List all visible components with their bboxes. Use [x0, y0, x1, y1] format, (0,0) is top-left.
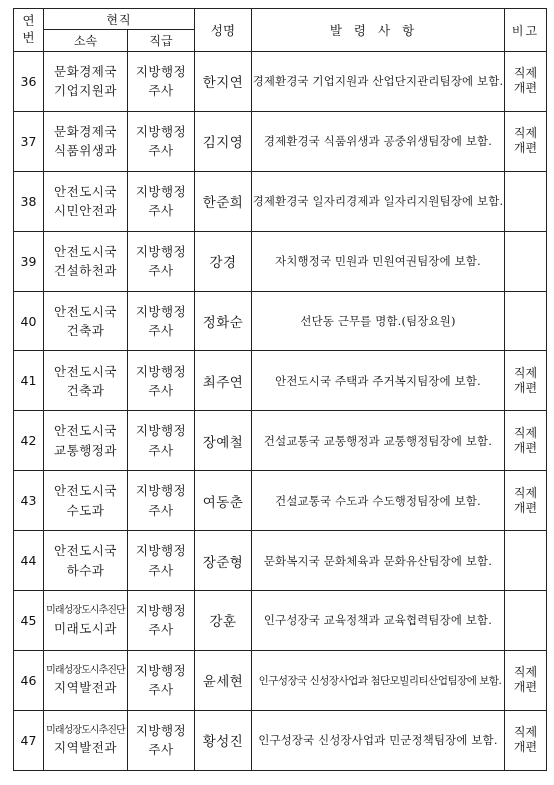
serial-number: 47	[14, 710, 44, 770]
affiliation	[44, 531, 128, 591]
appointment-detail: 안전도시국 주택과 주거복지팀장에 보함.	[252, 351, 505, 411]
remark	[505, 710, 547, 770]
affiliation-division: 지역발전과	[54, 680, 117, 696]
rank	[128, 471, 195, 531]
serial-number: 45	[14, 591, 44, 651]
remark	[505, 351, 547, 411]
affiliation-bureau: 안전도시국	[54, 303, 117, 319]
rank-line1: 지방행정	[135, 423, 187, 439]
table-row	[14, 411, 547, 471]
rank	[128, 111, 195, 171]
header-name: 성명	[195, 9, 252, 52]
person-name: 여동춘	[195, 471, 252, 531]
affiliation-division: 건축과	[66, 323, 105, 338]
appointment-detail: 인구성장국 신성장사업과 민군정책팀장에 보함.	[252, 710, 505, 770]
affiliation-bureau: 안전도시국	[54, 543, 117, 559]
header-serial-number-line2: 번	[22, 30, 35, 45]
remark-line1: 직제	[513, 365, 538, 380]
affiliation-bureau: 미래성장도시추진단	[46, 664, 125, 676]
rank-line2: 주사	[148, 203, 174, 219]
rank-line1: 지방행정	[135, 363, 187, 379]
affiliation-bureau: 미래성장도시추진단	[46, 724, 125, 736]
table-body	[14, 52, 547, 771]
remark-line2: 개편	[513, 680, 538, 695]
serial-number: 41	[14, 351, 44, 411]
rank-line1: 지방행정	[135, 543, 187, 559]
affiliation-division: 건설하천과	[54, 263, 117, 279]
personnel-appointment-table	[13, 8, 547, 771]
serial-number: 39	[14, 231, 44, 291]
serial-number: 43	[14, 471, 44, 531]
rank	[128, 351, 195, 411]
rank-line1: 지방행정	[135, 243, 187, 259]
remark	[505, 650, 547, 710]
affiliation	[44, 291, 128, 351]
affiliation	[44, 650, 128, 710]
person-name: 강경	[195, 231, 252, 291]
affiliation-bureau: 안전도시국	[54, 483, 117, 499]
affiliation-bureau: 안전도시국	[54, 423, 117, 439]
header-affiliation: 소속	[44, 30, 128, 52]
remark-line1: 직제	[513, 725, 538, 740]
person-name: 최주연	[195, 351, 252, 411]
appointment-detail: 선단동 근무를 명함.(팀장요원)	[252, 291, 505, 351]
rank-line2: 주사	[148, 742, 174, 758]
affiliation	[44, 710, 128, 770]
remark-line1: 직제	[513, 485, 538, 500]
affiliation	[44, 471, 128, 531]
remark-line1: 직제	[513, 66, 538, 81]
appointment-detail: 경제환경국 일자리경제과 일자리지원팀장에 보함.	[252, 171, 505, 231]
affiliation-division: 교통행정과	[54, 442, 117, 458]
person-name: 한준희	[195, 171, 252, 231]
person-name: 황성진	[195, 710, 252, 770]
header-appointment: 발령사항	[252, 9, 505, 52]
affiliation-division: 건축과	[66, 382, 105, 398]
serial-number: 46	[14, 650, 44, 710]
table-row	[14, 291, 547, 351]
affiliation	[44, 52, 128, 112]
remark-line1: 직제	[513, 126, 538, 141]
affiliation	[44, 171, 128, 231]
appointment-detail: 경제환경국 기업지원과 산업단지관리팀장에 보함.	[252, 52, 505, 112]
table-row	[14, 710, 547, 770]
table-row	[14, 471, 547, 531]
table-row	[14, 171, 547, 231]
remark	[505, 231, 547, 291]
remark	[505, 411, 547, 471]
remark	[505, 111, 547, 171]
table-row	[14, 52, 547, 112]
person-name: 한지연	[195, 52, 252, 112]
appointment-detail: 건설교통국 교통행정과 교통행정팀장에 보함.	[252, 411, 505, 471]
table-row	[14, 591, 547, 651]
rank	[128, 710, 195, 770]
rank	[128, 411, 195, 471]
header-remark: 비고	[505, 9, 547, 52]
serial-number: 44	[14, 531, 44, 591]
person-name: 김지영	[195, 111, 252, 171]
affiliation-division: 식품위생과	[54, 143, 117, 159]
remark-line2: 개편	[513, 81, 538, 96]
serial-number: 36	[14, 52, 44, 112]
remark-line2: 개편	[513, 141, 538, 156]
affiliation	[44, 351, 128, 411]
rank-line1: 지방행정	[135, 123, 187, 139]
affiliation-division: 미래도시과	[54, 620, 117, 636]
person-name: 정화순	[195, 291, 252, 351]
rank-line1: 지방행정	[135, 722, 187, 738]
affiliation-bureau: 안전도시국	[54, 243, 117, 259]
remark-line2: 개편	[513, 500, 538, 515]
rank-line2: 주사	[148, 562, 174, 578]
rank-line2: 주사	[148, 502, 174, 518]
rank-line2: 주사	[148, 682, 174, 698]
rank-line2: 주사	[148, 442, 174, 458]
remark-line2: 개편	[513, 440, 538, 455]
header-serial-number	[14, 9, 44, 52]
remark	[505, 52, 547, 112]
person-name: 장예철	[195, 411, 252, 471]
rank-line1: 지방행정	[135, 662, 187, 678]
affiliation-bureau: 안전도시국	[54, 363, 117, 379]
remark	[505, 531, 547, 591]
affiliation	[44, 231, 128, 291]
rank-line1: 지방행정	[135, 303, 187, 319]
affiliation	[44, 111, 128, 171]
rank-line1: 지방행정	[135, 183, 187, 199]
remark-line2: 개편	[513, 380, 538, 395]
affiliation-bureau: 안전도시국	[54, 183, 117, 199]
rank-line1: 지방행정	[135, 483, 187, 499]
rank-line2: 주사	[148, 382, 174, 398]
appointment-detail: 건설교통국 수도과 수도행정팀장에 보함.	[252, 471, 505, 531]
table-row	[14, 111, 547, 171]
rank-line1: 지방행정	[135, 64, 187, 80]
rank-line2: 주사	[148, 622, 174, 638]
header-row-top	[14, 9, 547, 30]
header-rank: 직급	[128, 30, 195, 52]
appointment-detail: 경제환경국 식품위생과 공중위생팀장에 보함.	[252, 111, 505, 171]
affiliation	[44, 411, 128, 471]
rank	[128, 531, 195, 591]
rank-line1: 지방행정	[135, 603, 187, 619]
table-row	[14, 531, 547, 591]
rank-line2: 주사	[148, 83, 174, 99]
remark-line1: 직제	[513, 665, 538, 680]
affiliation-division: 수도과	[66, 502, 105, 518]
affiliation-division: 시민안전과	[54, 203, 117, 219]
header-current-position: 현직	[44, 9, 195, 30]
remark	[505, 591, 547, 651]
rank-line2: 주사	[148, 323, 174, 338]
table-row	[14, 650, 547, 710]
affiliation-bureau: 문화경제국	[54, 64, 117, 80]
rank	[128, 231, 195, 291]
remark	[505, 471, 547, 531]
appointment-detail: 인구성장국 신성장사업과 첨단모빌리티산업팀장에 보함.	[252, 650, 505, 710]
affiliation-division: 하수과	[66, 562, 105, 578]
person-name: 장준형	[195, 531, 252, 591]
affiliation-bureau: 미래성장도시추진단	[46, 605, 125, 617]
serial-number: 42	[14, 411, 44, 471]
affiliation-division: 기업지원과	[54, 83, 117, 99]
affiliation	[44, 591, 128, 651]
person-name: 강훈	[195, 591, 252, 651]
rank	[128, 171, 195, 231]
remark-line2: 개편	[513, 740, 538, 755]
appointment-detail: 자치행정국 민원과 민원여권팀장에 보함.	[252, 231, 505, 291]
person-name: 윤세현	[195, 650, 252, 710]
affiliation-bureau: 문화경제국	[54, 123, 117, 139]
rank	[128, 650, 195, 710]
serial-number: 38	[14, 171, 44, 231]
remark	[505, 291, 547, 351]
remark	[505, 171, 547, 231]
header-serial-number-line1: 연	[22, 13, 35, 29]
serial-number: 37	[14, 111, 44, 171]
appointment-detail: 문화복지국 문화체육과 문화유산팀장에 보함.	[252, 531, 505, 591]
affiliation-division: 지역발전과	[54, 740, 117, 756]
rank-line2: 주사	[148, 143, 174, 159]
appointment-detail: 인구성장국 교육정책과 교육협력팀장에 보함.	[252, 591, 505, 651]
rank	[128, 291, 195, 351]
remark-line1: 직제	[513, 425, 538, 440]
table-row	[14, 231, 547, 291]
rank-line2: 주사	[148, 263, 174, 279]
table-row	[14, 351, 547, 411]
serial-number: 40	[14, 291, 44, 351]
rank	[128, 591, 195, 651]
rank	[128, 52, 195, 112]
